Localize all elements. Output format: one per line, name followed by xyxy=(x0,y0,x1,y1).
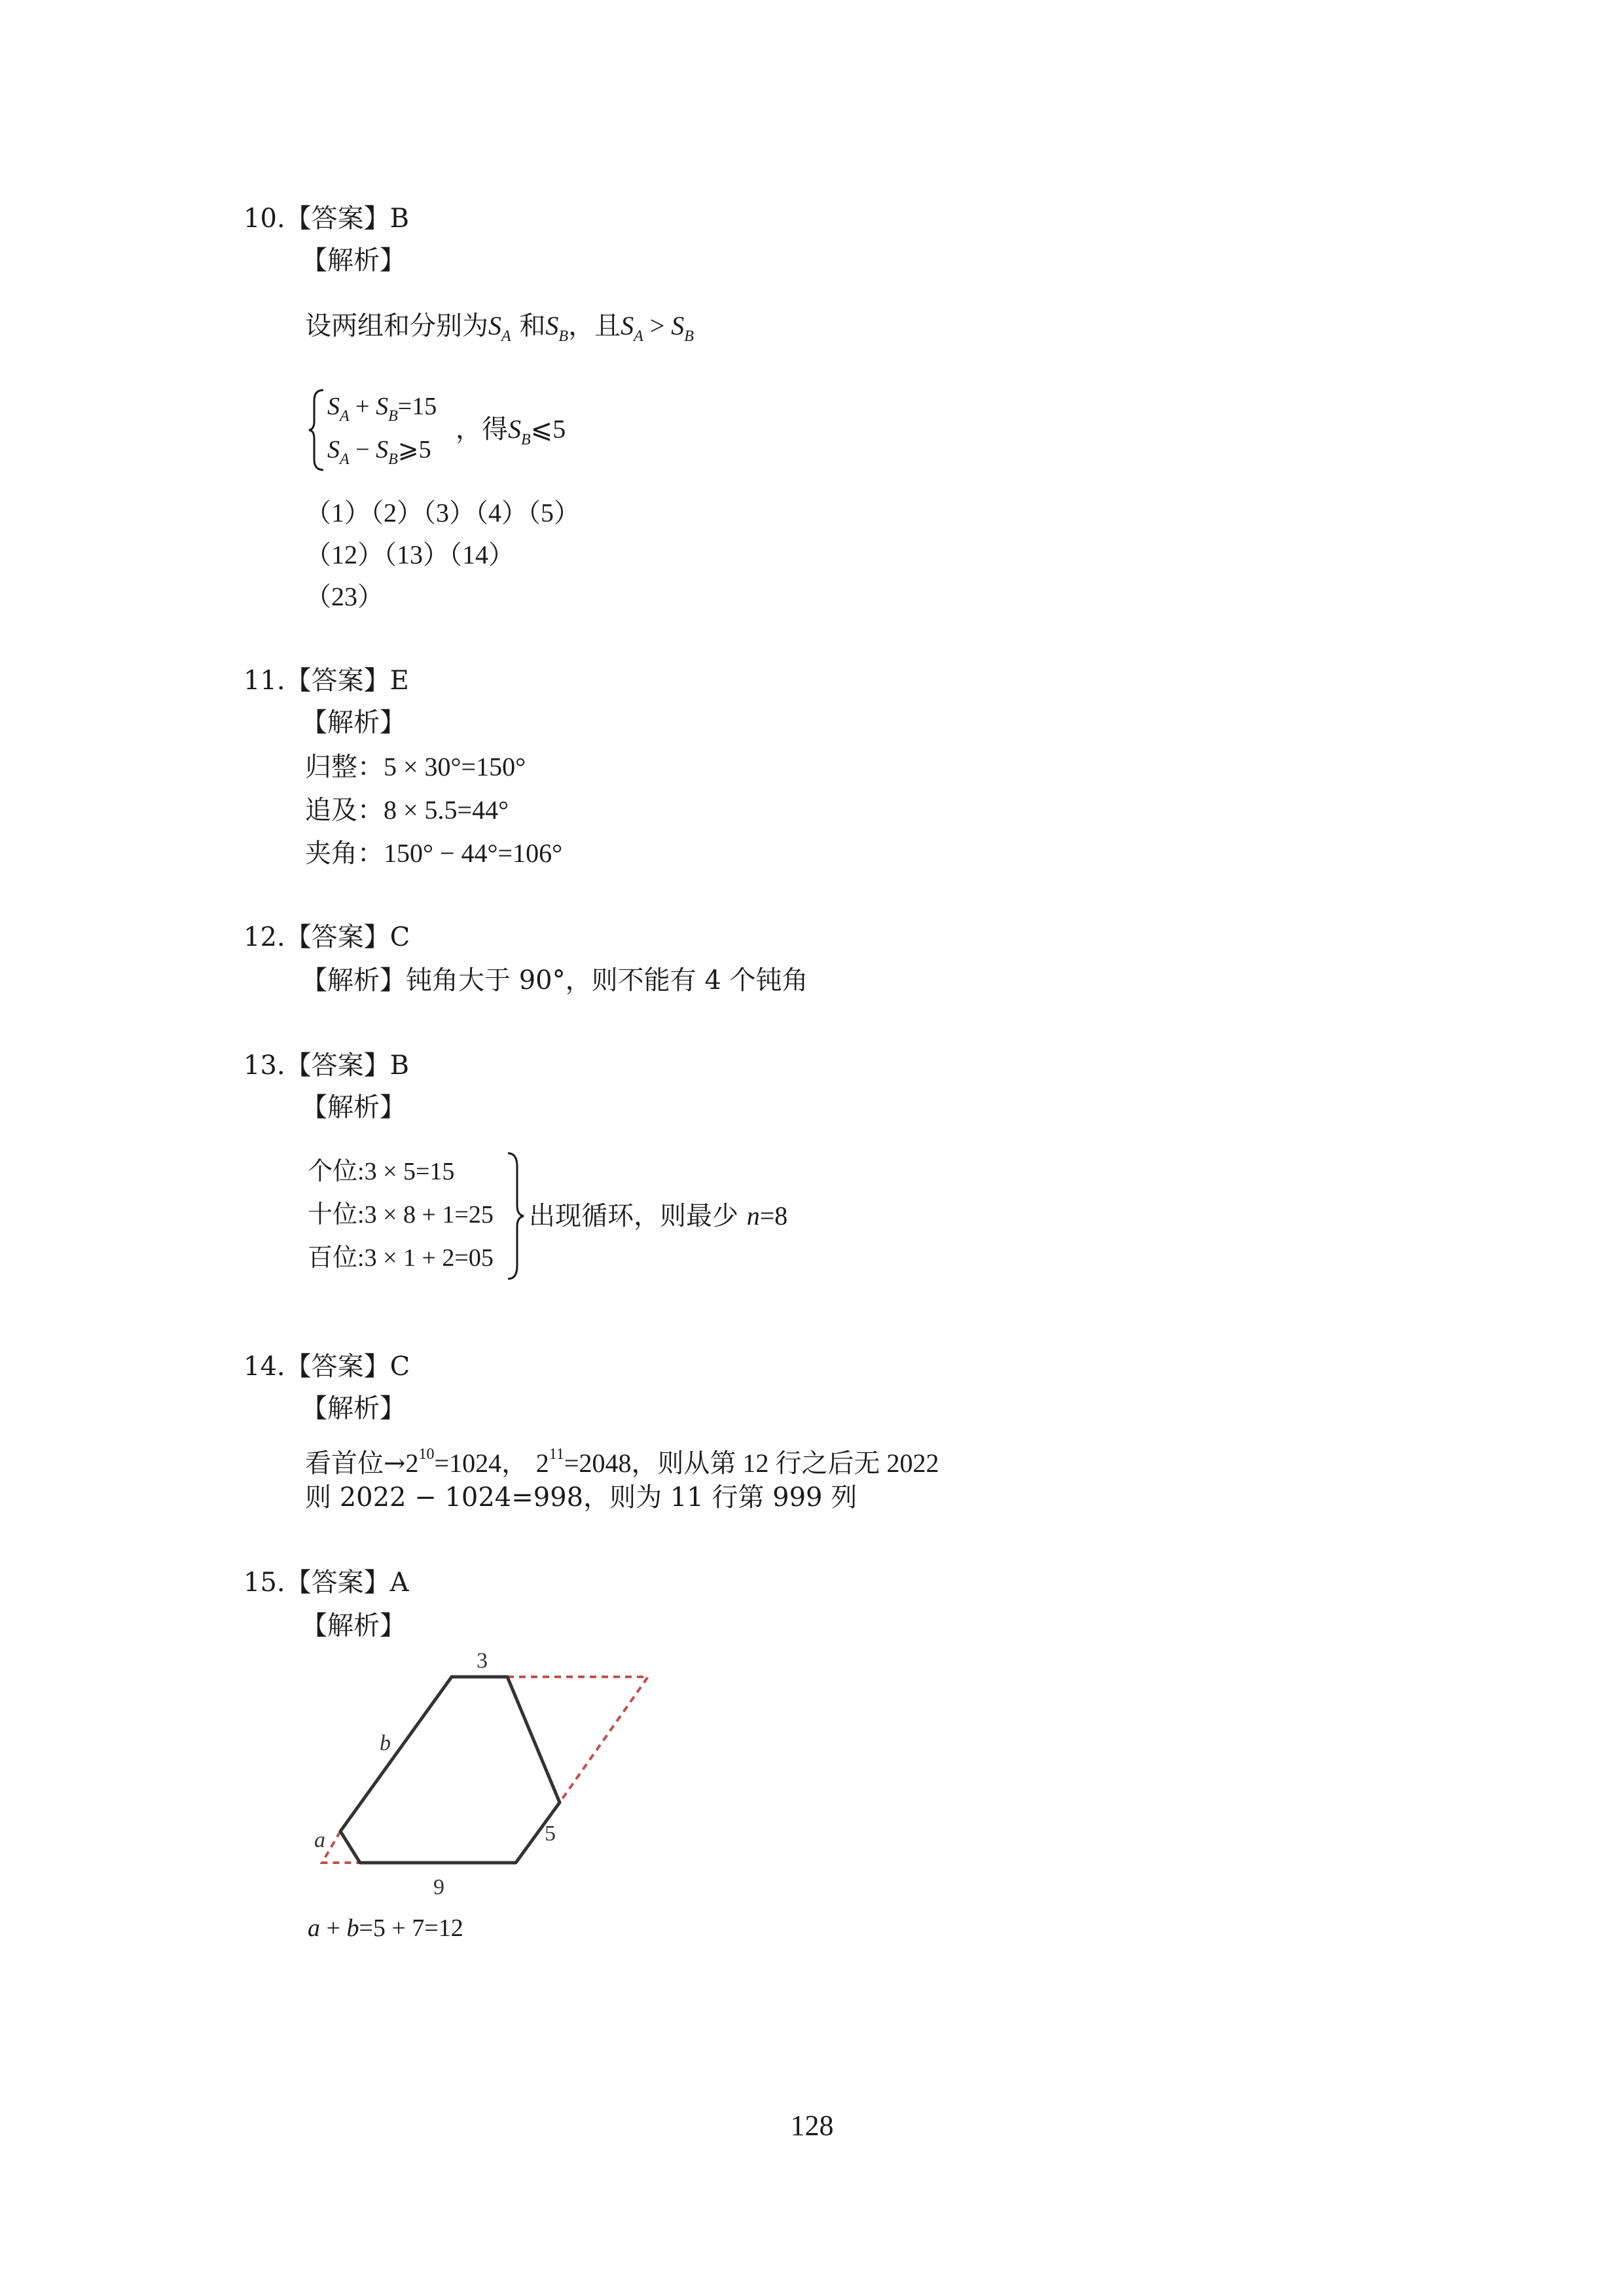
q15-label-9: 9 xyxy=(433,1875,444,1899)
q15-label-3: 3 xyxy=(477,1649,488,1673)
q10-eq1-val: =15 xyxy=(397,393,437,420)
q15-eq-b: b xyxy=(346,1914,359,1942)
q12-heading: 12.【答案】C xyxy=(244,922,410,952)
q15-label-b: b xyxy=(380,1731,391,1755)
q10-sa-sub: A xyxy=(501,328,511,345)
q10-sb2-symbol: S xyxy=(671,311,685,340)
q15-hexagon-figure xyxy=(308,1643,661,1911)
q11-l1-expr: 5 × 30°=150° xyxy=(384,752,526,781)
q10-result-text: ，得 xyxy=(456,414,508,444)
q13-row-hundreds xyxy=(308,1241,494,1274)
q11-l2-expr: 8 × 5.5=44° xyxy=(384,795,509,825)
q10-eq2-sb-sub: B xyxy=(388,451,398,468)
q11-l1-label: 归整： xyxy=(305,752,384,782)
q10-eq1 xyxy=(327,390,437,433)
q14-jiexi-label: 【解析】 xyxy=(301,1393,406,1424)
q10-heading: 10.【答案】B xyxy=(244,204,410,234)
q10-eq1-sb: S xyxy=(376,393,389,420)
q10-eq2-sa: S xyxy=(327,436,340,463)
q14-base-2: 2 xyxy=(535,1448,549,1478)
q10-eq1-sa: S xyxy=(327,393,340,420)
q13-r2-expr: :3 × 8 + 1=25 xyxy=(357,1201,494,1229)
q13-conclusion xyxy=(529,1198,787,1234)
q15-equation xyxy=(308,1910,463,1946)
q15-eq-plus: + xyxy=(320,1914,347,1942)
q13-row-ones xyxy=(308,1155,454,1188)
q10-eq1-sa-sub: A xyxy=(340,408,350,425)
q10-he: 和 xyxy=(519,311,546,341)
q10-sb-sub: B xyxy=(558,328,569,345)
q10-sa2-symbol: S xyxy=(621,311,634,340)
q10-eq2 xyxy=(327,433,431,476)
q11-line-1 xyxy=(305,749,526,785)
q12-jiexi: 【解析】钝角大于 90°，则不能有 4 个钝角 xyxy=(301,965,808,996)
q14-heading: 14.【答案】C xyxy=(244,1352,410,1382)
q10-result-sb: S xyxy=(508,414,521,444)
q14-line-1 xyxy=(305,1436,939,1482)
q11-heading: 11.【答案】E xyxy=(244,666,409,696)
q10-left-brace xyxy=(306,387,326,473)
q13-right-brace xyxy=(505,1151,528,1282)
q10-combo-3: （23） xyxy=(305,582,384,611)
q14-l1-pre: 看首位→ xyxy=(305,1448,406,1479)
q11-line-2 xyxy=(305,792,509,829)
q10-sb2-sub: B xyxy=(684,328,694,345)
q10-jiexi-label: 【解析】 xyxy=(301,245,406,276)
q11-l2-label: 追及： xyxy=(305,795,384,825)
q10-combo-2: （12）（13）（14） xyxy=(305,540,514,569)
q10-eq2-val: ⩾5 xyxy=(397,436,431,463)
page-number: 128 xyxy=(790,2109,834,2142)
q13-concl-var: n xyxy=(746,1201,760,1230)
q10-eq2-sb: S xyxy=(376,436,389,463)
q15-label-5: 5 xyxy=(545,1821,556,1846)
q15-label-a: a xyxy=(314,1828,325,1852)
q13-r1-expr: :3 × 5=15 xyxy=(357,1158,455,1185)
q13-r2-label: 十位 xyxy=(308,1200,358,1229)
q14-base-1: 2 xyxy=(405,1448,419,1478)
q10-qie: ，且 xyxy=(568,311,621,341)
q14-line-2: 则 2022 − 1024=998，则为 11 行第 999 列 xyxy=(305,1482,857,1513)
q15-dashed-bottom-left xyxy=(322,1831,360,1863)
q10-eq1-sb-sub: B xyxy=(388,408,398,425)
q11-l3-expr: 150° − 44°=106° xyxy=(384,838,563,868)
q13-heading: 13.【答案】B xyxy=(244,1050,410,1081)
q10-result xyxy=(456,411,566,458)
q13-r3-label: 百位 xyxy=(308,1243,358,1272)
q10-eq2-sa-sub: A xyxy=(340,451,350,468)
q10-eq2-minus: − xyxy=(355,436,370,463)
q15-dashed-top-extension xyxy=(507,1677,648,1803)
q15-jiexi-label: 【解析】 xyxy=(301,1611,406,1641)
q10-result-val: ⩽5 xyxy=(530,414,566,444)
q10-eq1-plus: + xyxy=(355,393,370,420)
q10-sa2-sub: A xyxy=(634,328,643,345)
q15-heading: 15.【答案】A xyxy=(244,1568,409,1598)
q15-eq-rest: =5 + 7=12 xyxy=(359,1914,463,1942)
q13-r3-expr: :3 × 1 + 2=05 xyxy=(357,1244,494,1272)
q10-sb-symbol: S xyxy=(545,311,559,340)
q15-eq-a: a xyxy=(308,1914,320,1942)
q11-l3-label: 夹角： xyxy=(305,838,384,869)
q13-concl-val: =8 xyxy=(759,1201,788,1230)
q15-hexagon xyxy=(340,1677,560,1863)
q14-exp-1: 10 xyxy=(418,1446,435,1463)
q10-setup-line xyxy=(305,308,694,355)
q11-jiexi-label: 【解析】 xyxy=(301,708,406,738)
q10-result-sb-sub: B xyxy=(521,431,531,448)
q10-combo-1: （1）（2）（3）（4）（5） xyxy=(305,498,580,528)
q14-val-2: =2048，则从第 12 行之后无 2022 xyxy=(564,1448,939,1478)
q13-jiexi-label: 【解析】 xyxy=(301,1092,406,1122)
q13-concl-text: 出现循环，则最少 xyxy=(529,1201,738,1231)
q14-exp-2: 11 xyxy=(549,1446,564,1463)
q10-gt: > xyxy=(643,311,672,340)
q10-sa-symbol: S xyxy=(488,311,501,340)
q14-val-1: =1024， xyxy=(434,1448,528,1478)
q13-r1-label: 个位 xyxy=(308,1157,358,1185)
q11-line-3 xyxy=(305,835,562,872)
q10-setup-text: 设两组和分别为 xyxy=(305,311,488,341)
q13-row-tens xyxy=(308,1198,494,1231)
